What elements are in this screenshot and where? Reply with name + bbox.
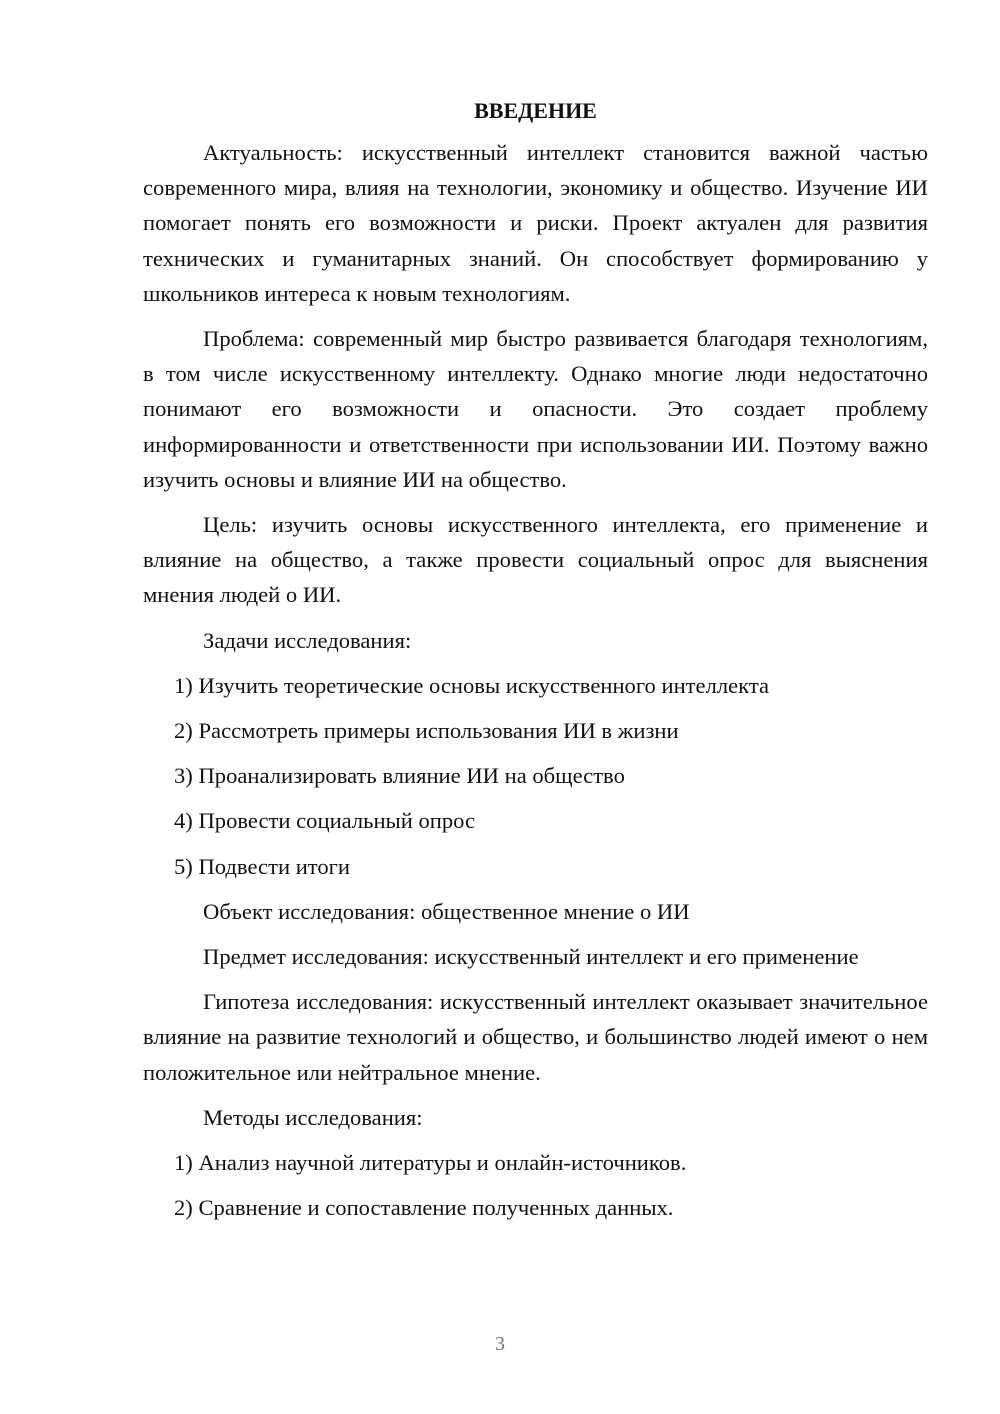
methods-heading: Методы исследования:: [203, 1104, 423, 1130]
method-item: 2) Сравнение и сопоставление полученных данных.: [174, 1195, 674, 1221]
section-title: ВВЕДЕНИЕ: [474, 98, 597, 123]
problem-paragraph: Проблема: современный мир быстро развивается благодаря технологиям, в том числе искусственному интеллекту. Однако многие люди недостаточно понимают его возможности и опасности. Это создает проблему информированности и ответственности при использовании ИИ. Поэтому важно изучить основы и влияние ИИ на общество.: [143, 326, 928, 492]
task-item: 3) Проанализировать влияние ИИ на общество: [174, 763, 625, 789]
page-number: 3: [495, 1333, 505, 1355]
research-object: Объект исследования: общественное мнение о ИИ: [203, 898, 690, 924]
goal-paragraph: Цель: изучить основы искусственного интеллекта, его применение и влияние на общество, а также провести социальный опрос для выяснения мнения людей о ИИ.: [143, 512, 928, 608]
task-item: 5) Подвести итоги: [174, 853, 351, 879]
task-item: 2) Рассмотреть примеры использования ИИ в жизни: [174, 718, 679, 744]
research-subject: Предмет исследования: искусственный интеллект и его применение: [203, 944, 859, 970]
page-content: [143, 93, 928, 1235]
task-item: 1) Изучить теоретические основы искусственного интеллекта: [174, 672, 770, 698]
task-item: 4) Провести социальный опрос: [174, 808, 476, 834]
tasks-heading: Задачи исследования:: [203, 627, 412, 653]
method-item: 1) Анализ научной литературы и онлайн-источников.: [174, 1150, 687, 1176]
relevance-paragraph: Актуальность: искусственный интеллект становится важной частью современного мира, влияя на технологии, экономику и общество. Изучение ИИ помогает понять его возможности и риски. Проект актуален для развития технических и гуманитарных знаний. Он способствует формированию у школьников интереса к новым технологиям.: [143, 140, 928, 306]
hypothesis-paragraph: Гипотеза исследования: искусственный интеллект оказывает значительное влияние на развитие технологий и общество, и большинство людей имеют о нем положительное или нейтральное мнение.: [143, 989, 928, 1085]
